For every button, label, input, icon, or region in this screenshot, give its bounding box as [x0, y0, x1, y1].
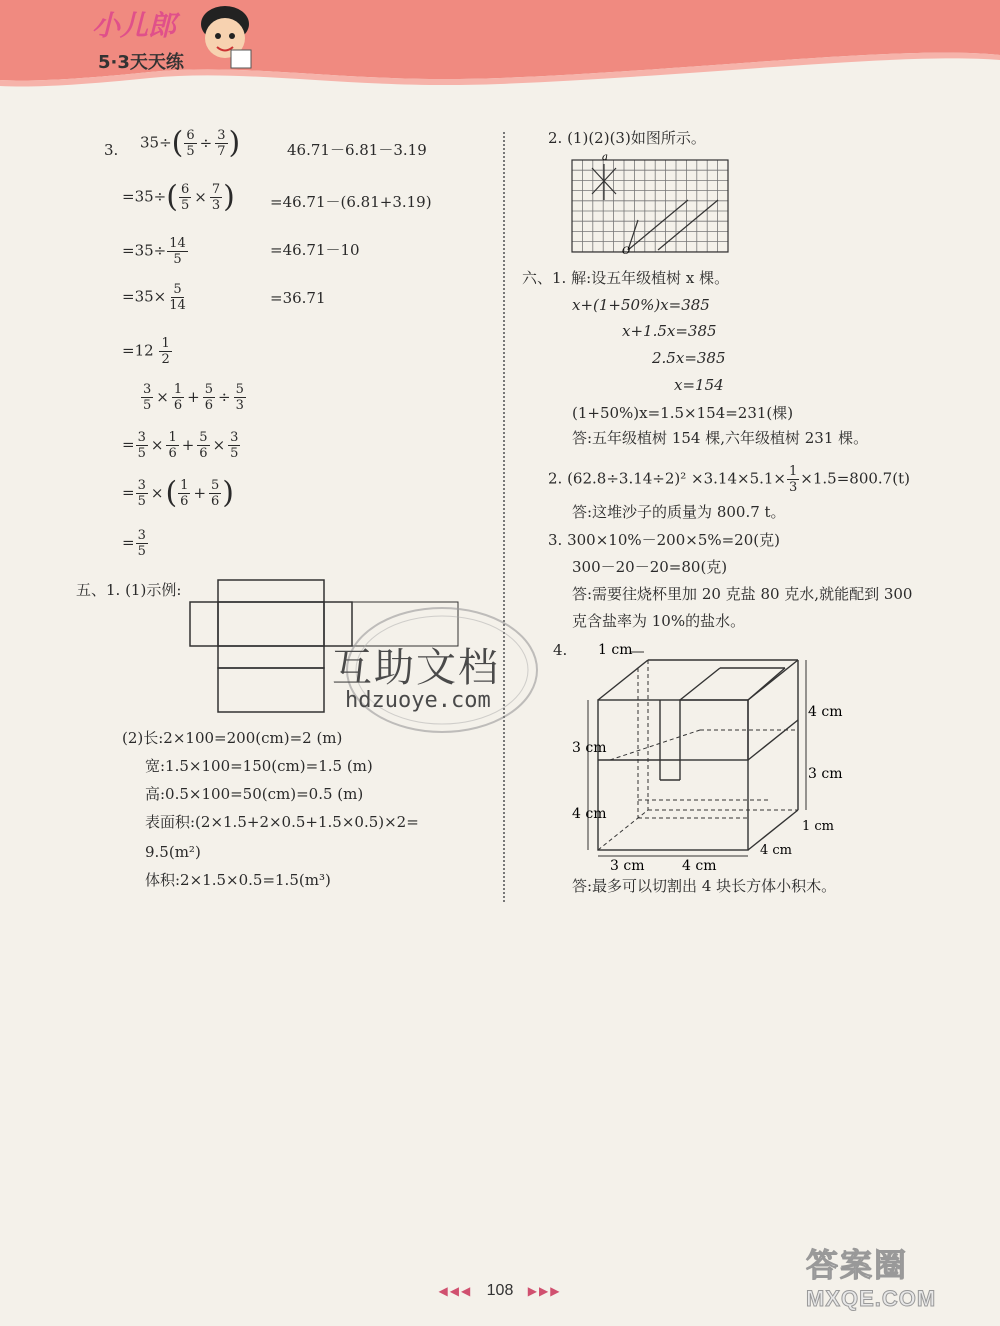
eq-line-5: (1+50%)x=1.5×154=231(棵): [572, 404, 794, 422]
expr-line-9: = $\frac{3}{5}$: [122, 528, 146, 559]
q3b-line-3: 答:需要往烧杯里加 20 克盐 80 克水,就能配到 300: [572, 585, 913, 603]
expr-r4: =36.71: [270, 289, 326, 307]
q2b-line: 2. (62.8÷3.14÷2)² ×3.14×5.1× $\frac{1}{3}$ ×1.5=800.7(t): [548, 464, 910, 495]
header-band: [0, 0, 1000, 100]
expr-line-4: =35× $\frac{5}{14}$: [122, 282, 186, 313]
cube-label-r2: 3 cm: [808, 766, 843, 782]
s5-line-6: 体积:2×1.5×0.5=1.5(m³): [145, 871, 331, 889]
cube-label-b1: 3 cm: [610, 858, 645, 874]
expr-line-5: =12 $\frac{1}{2}$: [122, 336, 170, 367]
q3-label: 3.: [104, 141, 119, 159]
watermark-title: 互助文档: [332, 645, 500, 691]
mascot-icon: [195, 2, 257, 72]
s5-line-5: 9.5(m²): [145, 843, 201, 861]
cube-label-l1: 3 cm: [572, 740, 607, 756]
q3b-line-4: 克含盐率为 10%的盐水。: [572, 612, 746, 630]
eq-line-1: x+(1+50%)x=385: [572, 296, 710, 314]
grid-label-o: O: [622, 246, 631, 257]
eq-line-4: x=154: [674, 376, 724, 394]
expr-line-3: =35÷ $\frac{14}{5}$: [122, 236, 186, 267]
q3b-line-1: 3. 300×10%－200×5%=20(克): [548, 531, 780, 549]
cube-label-l2: 4 cm: [572, 806, 607, 822]
eq-line-3: 2.5x=385: [652, 349, 726, 367]
expr-line-8: = $\frac{3}{5}$ ×( $\frac{1}{6}$ + $\frac{5}{6}$ ): [122, 475, 235, 511]
eq-line-2: x+1.5x=385: [622, 322, 717, 340]
cube-label-b2: 4 cm: [682, 858, 717, 874]
expr-r1: 46.71－6.81－3.19: [287, 141, 427, 159]
column-divider: [503, 132, 505, 902]
grid-figure: [568, 150, 732, 256]
cube-label-top: 1 cm: [598, 642, 633, 658]
brand-name: 小儿郎: [92, 9, 177, 42]
q4-answer: 答:最多可以切割出 4 块长方体小积木。: [572, 877, 837, 895]
section-5-label: 五、1. (1)示例:: [76, 581, 182, 599]
expr-line-6: $\frac{3}{5}$ × $\frac{1}{6}$ + $\frac{5}{6}$ ÷ $\frac{5}{3}$: [143, 382, 244, 413]
corner-watermark-title: 答案圈: [806, 1246, 909, 1284]
s5-line-1: (2)长:2×100=200(cm)=2 (m): [122, 729, 343, 747]
expr-line-7: = $\frac{3}{5}$ × $\frac{1}{6}$ + $\frac{5}{6}$ × $\frac{3}{5}$: [122, 430, 239, 461]
s5-line-4: 表面积:(2×1.5+2×0.5+1.5×0.5)×2=: [145, 813, 419, 831]
cube-label-r3: 1 cm: [802, 819, 835, 834]
cube-label-b3: 4 cm: [760, 843, 793, 858]
q2b-answer: 答:这堆沙子的质量为 800.7 t。: [572, 503, 786, 521]
cube-diagram: [570, 640, 843, 874]
corner-watermark: [806, 1240, 986, 1320]
corner-watermark-url: MXQE.COM: [806, 1286, 937, 1311]
brand-sub: 5·3天天练: [98, 52, 184, 73]
q2-text: 2. (1)(2)(3)如图所示。: [548, 129, 706, 147]
expr-line-1: 35÷( $\frac{6}{5}$ ÷ $\frac{3}{7}$ ): [140, 125, 241, 161]
expr-r2: =46.71－(6.81+3.19): [270, 193, 432, 211]
expr-line-2: =35÷( $\frac{6}{5}$ × $\frac{7}{3}$ ): [122, 179, 235, 215]
grid-label-a: a: [602, 152, 608, 163]
expr-r3: =46.71－10: [270, 241, 360, 259]
next-arrows-icon: ▶▶▶: [527, 1284, 562, 1298]
prev-arrows-icon: ◀◀◀: [438, 1284, 473, 1298]
s5-line-2: 宽:1.5×100=150(cm)=1.5 (m): [145, 757, 373, 775]
answer-line-1: 答:五年级植树 154 棵,六年级植树 231 棵。: [572, 429, 869, 447]
watermark-url: hdzuoye.com: [345, 688, 491, 713]
s6-q1: 六、1. 解:设五年级植树 x 棵。: [522, 269, 730, 287]
cube-label-r1: 4 cm: [808, 704, 843, 720]
q3b-line-2: 300－20－20=80(克): [572, 558, 728, 576]
page-number: 108: [486, 1282, 514, 1299]
s5-line-3: 高:0.5×100=50(cm)=0.5 (m): [145, 785, 364, 803]
q4-label: 4.: [553, 641, 568, 659]
